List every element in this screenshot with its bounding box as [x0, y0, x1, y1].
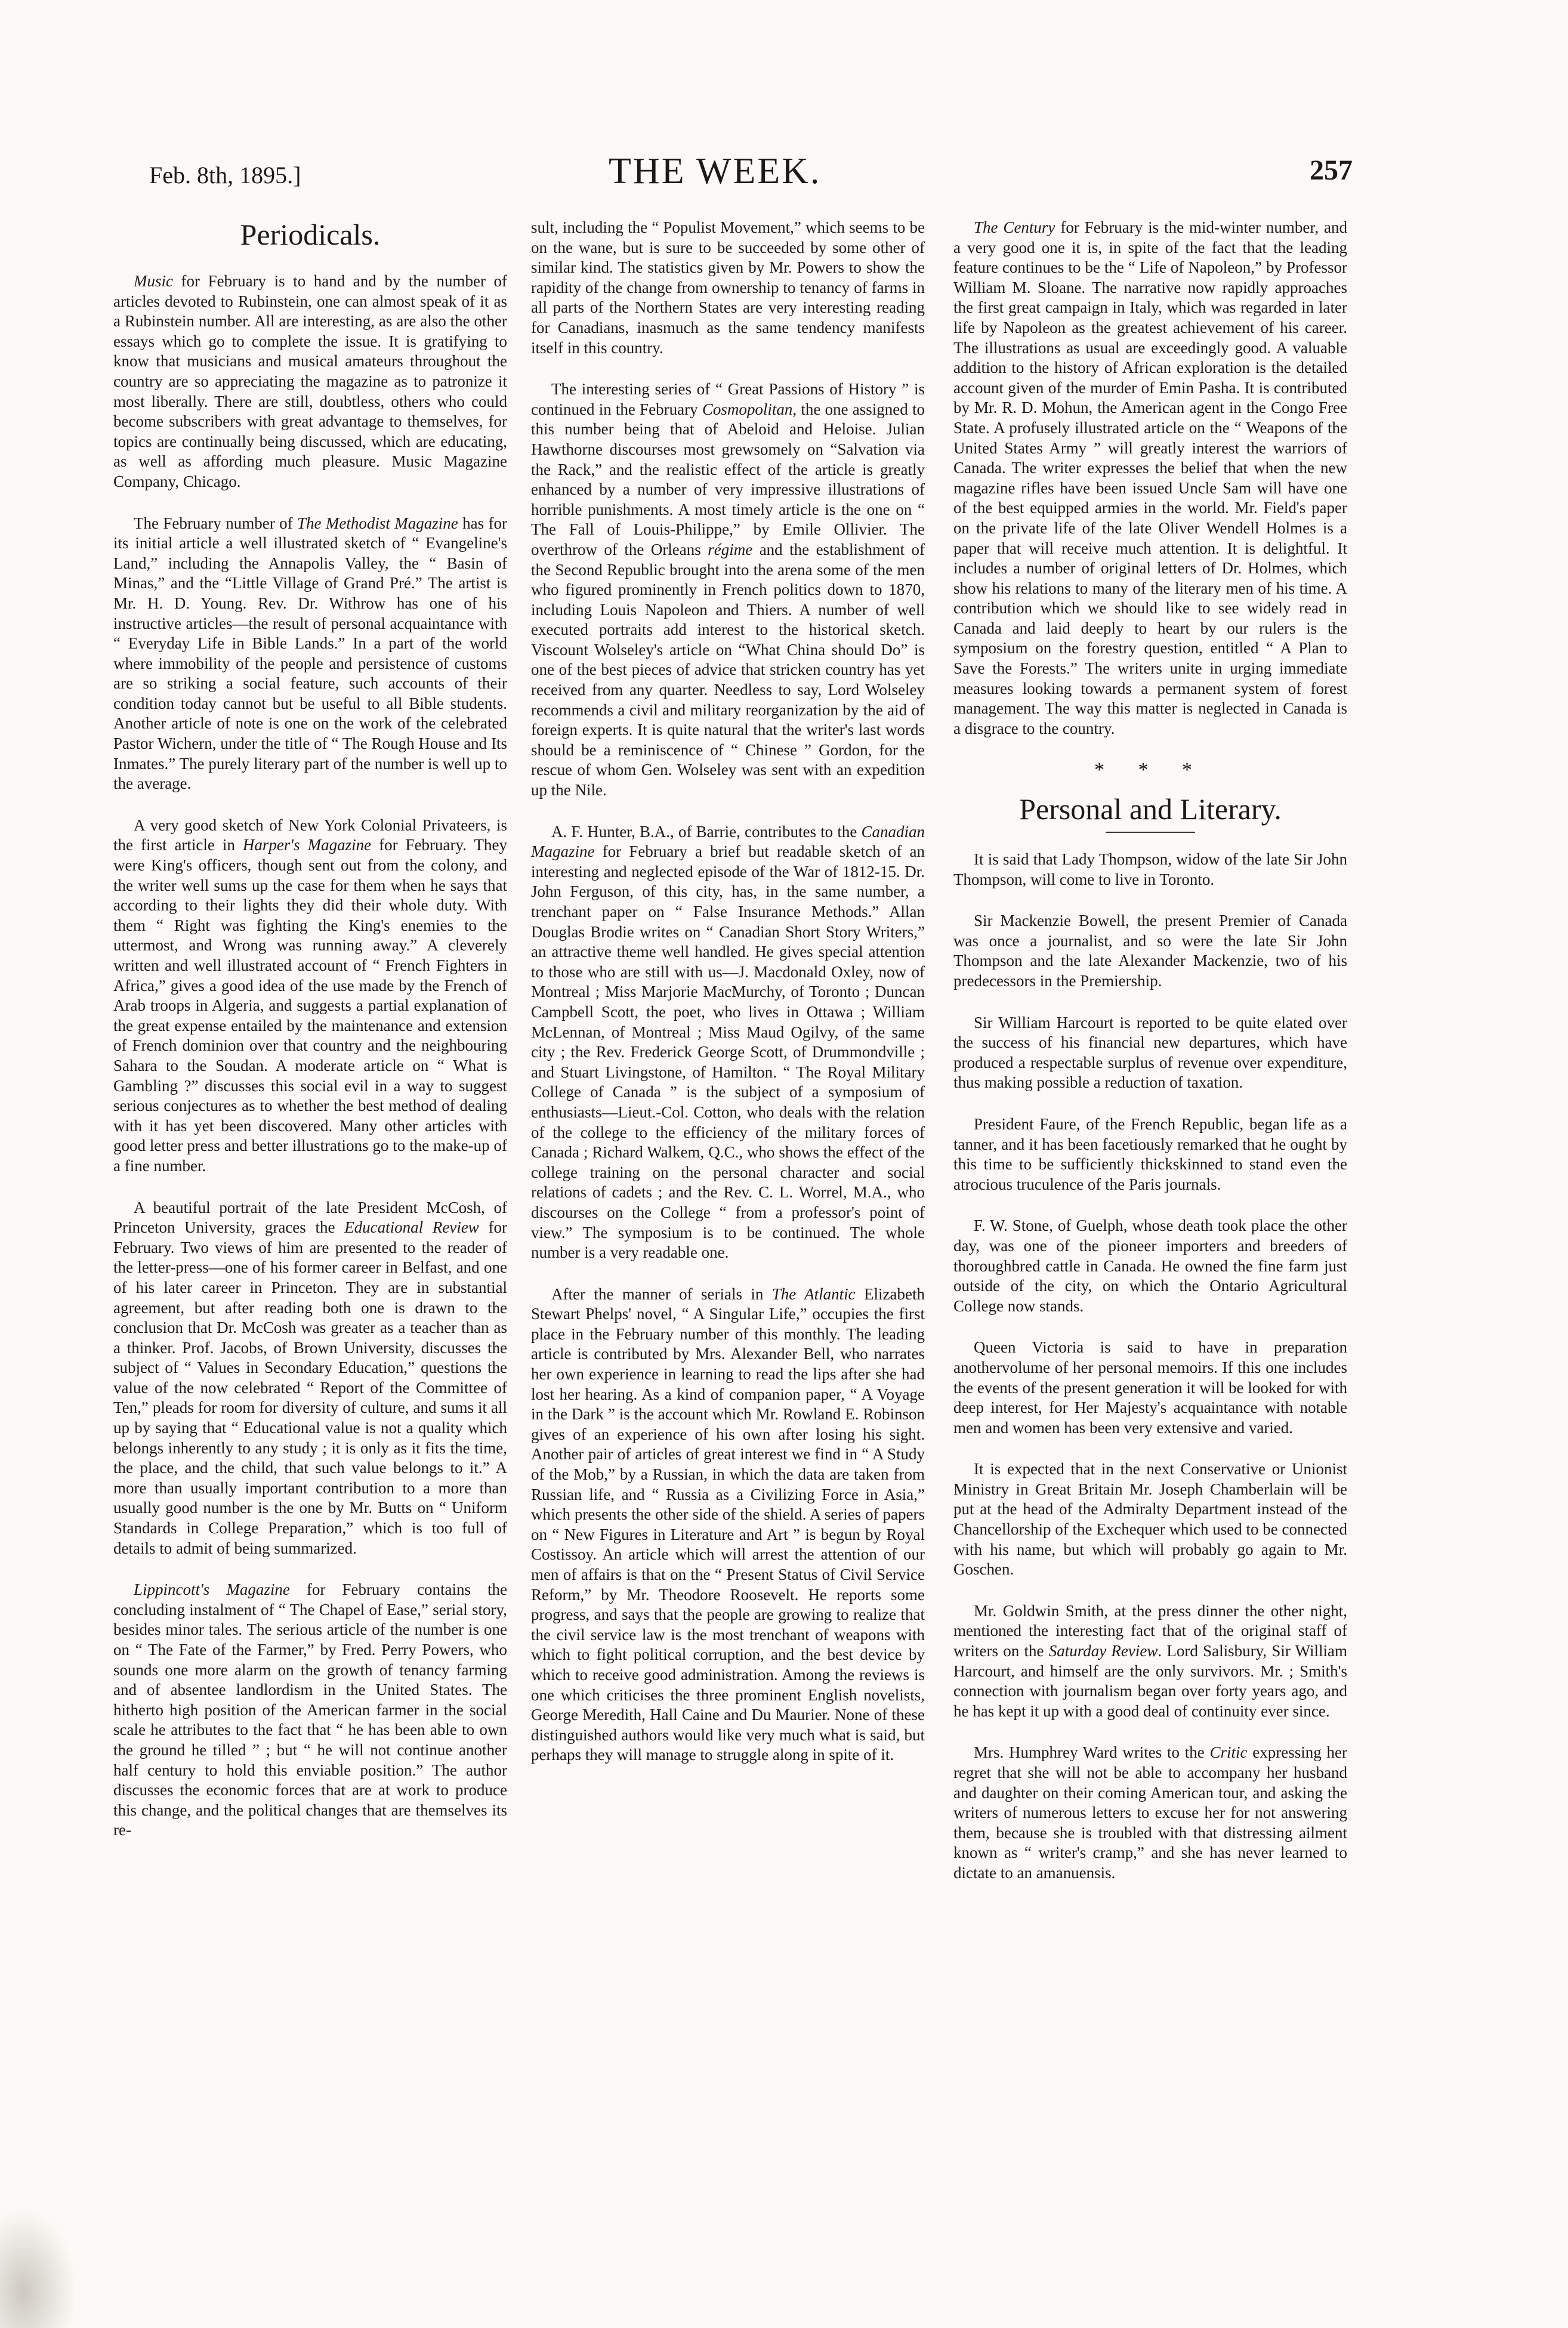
paragraph-lady-thompson: It is said that Lady Thompson, widow of the late Sir John Thompson, will come to live in Toronto. — [953, 850, 1347, 888]
section-title-personal-literary: Personal and Literary. — [1019, 792, 1282, 826]
paragraph-atlantic: After the manner of serials in The Atlantic Elizabeth Stewart Phelps' novel, “ A Singular Life,” occupies the first place in the February number of this monthly. The leading article is contributed by Mrs. Alexander Bell, who narrates her own experience in learning to read the lips after she had lost her hearing. As a kind of companion paper, “ A Voyage in the Dark ” is the account which Mr. Rowland E. Robinson gives of an experience of his own after losing his sight. Another pair of articles of great interest we find in “ A Study of the Mob,” by a Russian, in which the data are taken from Russian life, and “ Russia as a Civilizing Force in Asia,” which presents the other side of the shield. A series of papers on “ New Figures in Literature and Art ” is begun by Royal Costissoy. An article which will arrest the attention of our men of affairs is that on the “ Present Status of Civil Service Reform,” by Mr. Theodore Roosevelt. He reports some progress, and says that the people are growing to realize that the civil service law is the most trenchant of weapons with which to fight political corruption, and the best device by which to receive good administration. Among the reviews is one which criticises the three prominent English novelists, George Meredith, Hall Caine and Du Maurier. None of these distinguished authors would like very much what is said, but perhaps they will manage to struggle along in spite of it. — [531, 1285, 925, 1764]
periodical-name: The Methodist Magazine — [297, 514, 458, 532]
periodical-name: Critic — [1209, 1743, 1248, 1762]
paragraph-queen-victoria: Queen Victoria is said to have in preparation anothervolume of her personal memoirs. If this one includes the events of the present generation it will be looked for with deep interest, for Her Majesty's acquaintance with notable men and women has been very extensive and varied. — [953, 1338, 1347, 1437]
periodical-name: Lippincott's Magazine — [134, 1580, 290, 1599]
paragraph-educational-review: A beautiful portrait of the late President McCosh, of Princeton University, graces the Educational Review for February. Two views of him are presented to the reader of the letter-press—one of his former career in Belfast, and one of his later career in Princeton. They are in substantial agreement, but after reading both one is drawn to the conclusion that Dr. McCosh was greater as a teacher than as a thinker. Prof. Jacobs, of Brown University, discusses the subject of “ Values in Secondary Education,” questions the value of the now celebrated “ Report of the Committee of Ten,” pleads for room for diversity of culture, and sums it all up by saying that “ Educational value is not a quality which belongs inherently to any study ; it is only as it fits the time, the place, and the child, that such value belongs to it.” A more than usually important contribution to a more than usually good number is the one by Mr. Butts on “ Uniform Standards in College Preparation,” which is too full of details to admit of being summarized. — [113, 1198, 508, 1557]
paragraph-mackenzie-bowell: Sir Mackenzie Bowell, the present Premier of Canada was once a journalist, and so were the late Sir John Thompson and the late Alexander Mackenzie, two of his predecessors in the Premiership. — [953, 912, 1347, 990]
periodical-name: Harper's Magazine — [242, 836, 372, 854]
paragraph-goldwin-smith: Mr. Goldwin Smith, at the press dinner the other night, mentioned the interesting fact that of the original staff of writers on the Saturday Review. Lord Salisbury, Sir William Harcourt, and himself are the only survivors. Mr. ; Smith's connection with journalism began over forty years ago, and he has kept it up with a good deal of continuity ever since. — [953, 1601, 1347, 1720]
periodical-name: The Atlantic — [771, 1285, 856, 1303]
column-1 — [113, 218, 507, 1862]
periodical-name: Saturday Review — [1048, 1642, 1158, 1660]
periodical-name: Canadian Magazine — [531, 822, 925, 861]
paragraph-humphrey-ward: Mrs. Humphrey Ward writes to the Critic expressing her regret that she will not be able to accompany her husband and daughter on their coming American tour, and asking the writers of numerous letters to excuse her for not answering them, because she is troubled with that distressing ailment known as “ writer's cramp,” and she has never learned to dictate to an amanuensis. — [953, 1743, 1348, 1882]
paragraph-cosmopolitan: The interesting series of “ Great Passions of History ” is continued in the February Cosmopolitan, the one assigned to this number being that of Abeloid and Heloise. Julian Hawthorne discourses most grewsomely on “Salvation via the Rack,” and the realistic effect of the article is greatly enhanced by a number of very impressive illustrations of horrible punishments. A most timely article is the one on “ The Fall of Louis-Philippe,” by Emile Ollivier. The overthrow of the Orleans régime and the establishment of the Second Republic brought into the arena some of the men who figured prominently in French politics down to 1870, including Louis Napoleon and Thiers. A number of well executed portraits add interest to the historical sketch. Viscount Wolseley's article on “What China should Do” is one of the best pieces of advice that stricken country has yet received from any quarter. Needless to say, Lord Wolseley recommends a civil and military reorganization by the aid of foreign experts. It is quite natural that the writer's last words should be a reminiscence of “ Chinese ” Gordon, for the rescue of whom Gen. Wolseley was sent with an expedition up the Nile. — [531, 380, 925, 799]
paragraph-music-magazine: Music for February is to hand and by the number of articles devoted to Rubinstein, one can almost speak of it as a Rubinstein number. All are interesting, as are also the other essays which go to complete the issue. It is gratifying to know that musicians and musical amateurs throughout the country are so appreciating the magazine as to patronize it most liberally. There are still, doubtless, others who could become subscribers with great advantage to themselves, for topics are continually being discussed, which are educating, as well as affording much pleasure. Music Magazine Company, Chicago. — [113, 272, 507, 490]
paragraph-lippincotts-magazine: Lippincott's Magazine for February contains the concluding instalment of “ The Chapel of Ease,” serial story, besides minor tales. The serious article of the number is one on “ The Fate of the Farmer,” by Fred. Perry Powers, who sounds one more alarm on the growth of tenancy farming and of absentee landlordism in the United States. The hitherto high position of the American farmer in the social scale he attributes to the fact that “ he has been able to own the ground he tilled ” ; but “ he will not continue another half century to hold this enviable position.” The author discusses the economic forces that are at work to produce this change, and the political changes that are themselves its re- — [113, 1580, 507, 1839]
paragraph-faure: President Faure, of the French Republic, began life as a tanner, and it has been facetiously remarked that he ought by this time to be sufficiently thickskinned to stand even the atrocious truculence of the Paris journals. — [953, 1114, 1347, 1193]
paragraph-methodist-magazine: The February number of The Methodist Magazine has for its initial article a well illustrated sketch of “ Evangeline's Land,” including the Annapolis Valley, the “ Basin of Minas,” and the “Little Village of Grand Pré.” The artist is Mr. H. D. Young. Rev. Dr. Withrow has one of his instructive articles—the result of personal acquaintance with “ Everyday Life in Bible Lands.” In a part of the world where immobility of the people and persistence of customs are so striking a social feature, such accounts of their condition today cannot but be useful to all Bible students. Another article of note is one on the work of the celebrated Pastor Wichern, under the title of “ The Rough House and Its Inmates.” The purely literary part of the number is well up to the average. — [113, 514, 507, 793]
title-rule — [1106, 832, 1195, 833]
section-separator: * * * — [1094, 759, 1206, 782]
paragraph-lippincotts-continued: sult, including the “ Populist Movement,” which seems to be on the wane, but is sure to be succeeded by some other of similar kind. The statistics given by Mr. Powers to show the rapidity of the change from ownership to tenancy of farms in all parts of the Northern States are very interesting reading for Canadians, inasmuch as the same tendency manifests itself in this country. — [531, 218, 925, 357]
periodical-name: Cosmopolitan — [702, 400, 793, 418]
column-2 — [531, 218, 925, 1787]
periodical-name: Music — [134, 272, 173, 290]
page-number: 257 — [1310, 155, 1353, 186]
paragraph-chamberlain: It is expected that in the next Conservative or Unionist Ministry in Great Britain Mr. Joseph Chamberlain will be put at the head of the Admiralty Department instead of the Chancellorship of the Exchequer which used to be connected with his name, but which will probably go again to Mr. Goschen. — [953, 1460, 1347, 1579]
masthead-title: THE WEEK. — [609, 151, 822, 192]
paragraph-canadian-magazine: A. F. Hunter, B.A., of Barrie, contributes to the Canadian Magazine for February a brief but readable sketch of an interesting and neglected episode of the War of 1812-15. Dr. John Ferguson, of this city, has, in the same number, a trenchant paper on “ False Insurance Methods.” Allan Douglas Brodie writes on “ Canadian Short Story Writers,” an attractive theme well handled. He gives special attention to those who are still with us—J. Macdonald Oxley, now of Montreal ; Miss Marjorie MacMurchy, of Toronto ; Duncan Campbell Scott, the poet, who lives in Ottawa ; William McLennan, of Montreal ; Miss Maud Ogilvy, of the same city ; the Rev. Frederick George Scott, of Drummondville ; and Stuart Livingstone, of Hamilton. “ The Royal Military College of Canada ” is the subject of a symposium of enthusiasts—Lieut.-Col. Cotton, who deals with the relation of the college to the efficiency of the military forces of Canada ; Richard Walkem, Q.C., who shows the effect of the college training on the personal character and social relations of cadets ; and the Rev. C. L. Worrel, M.A., who discourses on the College “ from a professor's point of view.” The symposium is to be continued. The whole number is a very readable one. — [531, 822, 925, 1262]
periodical-name: The Century — [974, 218, 1055, 236]
paragraph-harpers-magazine: A very good sketch of New York Colonial Privateers, is the first article in Harper's Magazine for February. They were King's officers, though sent out from the colony, and the writer well sums up the case for them when he says that according to their lights they did their whole duty. With them “ Right was fighting the King's enemies to the uttermost, and Wrong was running away.” A cleverely written and well illustrated account of “ French Fighters in Africa,” gives a good idea of the use made by the French of Arab troops in Algeria, and suggests a partial explanation of the great expense entailed by the maintenance and extension of French dominion over that country and the neighbouring Sahara to the Soudan. A moderate article on “ What is Gambling ?” discusses this social evil in a way to suggest serious conjectures as to whether the best method of dealing with it has yet been discovered. Many other articles with good letter press and better illustrations go to the make-up of a fine number. — [113, 816, 507, 1175]
column-3 — [953, 218, 1347, 1905]
paragraph-stone: F. W. Stone, of Guelph, whose death took place the other day, was one of the pioneer importers and breeders of thoroughbred cattle in Canada. He owned the fine farm just outside of the city, on which the Ontario Agricultural College now stands. — [953, 1217, 1347, 1315]
paragraph-harcourt: Sir William Harcourt is reported to be quite elated over the success of his financial new departures, which have produced a respectable surplus of revenue over expenditure, thus making possible a reduction of taxation. — [953, 1013, 1347, 1092]
section-title-periodicals: Periodicals. — [240, 218, 381, 251]
issue-date: Feb. 8th, 1895.] — [149, 162, 301, 189]
periodical-name: Educational Review — [344, 1218, 479, 1237]
paper-smudge — [0, 2207, 78, 2328]
paragraph-century: The Century for February is the mid-winter number, and a very good one it is, in spite of the fact that the leading feature continues to be the “ Life of Napoleon,” by Professor William M. Sloane. The narrative now rapidly approaches the first great campaign in Italy, which was regarded in later life by Napoleon as the greatest achievement of his career. The illustrations as usual are exceedingly good. A valuable addition to the history of African exploration is the detailed account given of the murder of Emin Pasha. It is contributed by Mr. R. D. Mohun, the American agent in the Congo Free State. A profusely illustrated article on the “ Weapons of the United States Army ” will greatly interest the warriors of Canada. The writer expresses the belief that when the new magazine rifles have been issued Uncle Sam will have one of the best equipped armies in the world. Mr. Field's paper on the private life of the late Oliver Wendell Holmes is a paper that will receive much attention. It is delightful. It includes a number of original letters of Dr. Holmes, which show his relations to many of the literary men of his time. A contribution which we should like to see widely read in Canada and laid deeply to heart by our rulers is the symposium on the forestry question, entitled “ A Plan to Save the Forests.” The writers unite in urging immediate measures looking towards a permanent system of forest management. The way this matter is neglected in Canada is a disgrace to the country. — [953, 218, 1347, 737]
page-header — [0, 150, 1568, 204]
